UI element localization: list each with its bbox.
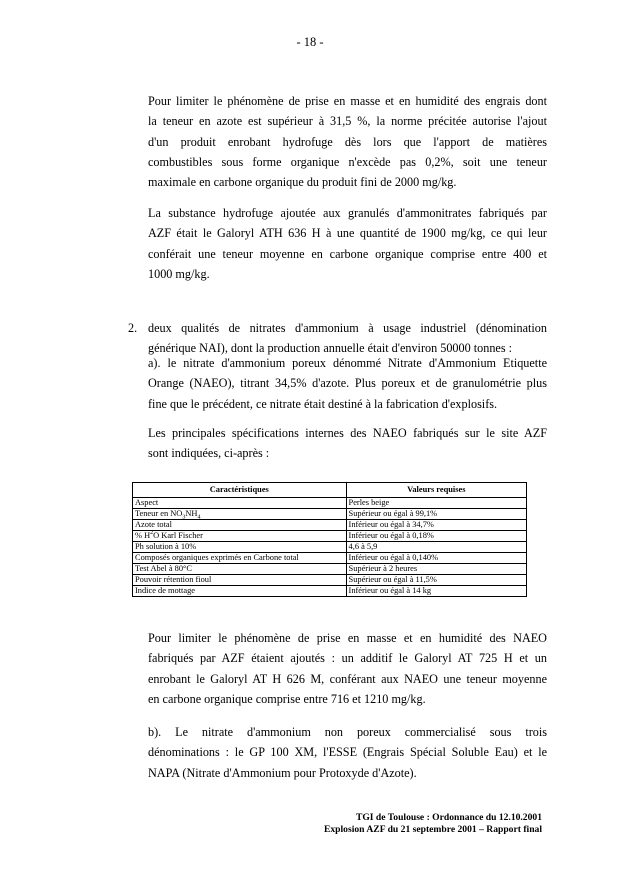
paragraph-norme (148, 91, 547, 192)
text-line: deux qualités de nitrates d'ammonium à usage industriel (dénomination (148, 321, 547, 335)
table-header: Caractéristiques (133, 483, 347, 498)
text-line: conférait une teneur moyenne en carbone organique comprise entre 400 et (148, 246, 547, 261)
table-cell: Inférieur ou égal à 0,18% (346, 531, 526, 542)
text-line: fabriqués par AZF étaient ajoutés : un additif le Galoryl AT 725 H et un (148, 651, 547, 666)
table-row (133, 498, 527, 509)
table-cell: Ph solution à 10% (133, 542, 347, 553)
text-line: en carbone organique comprise entre 716 et 1210 mg/kg. (148, 691, 426, 706)
table-cell: Indice de mottage (133, 586, 347, 597)
table-row (133, 564, 527, 575)
page-footer (182, 812, 542, 836)
text-line: La substance hydrofuge ajoutée aux granulés d'ammonitrates fabriqués par (148, 206, 547, 220)
paragraph-naeo (148, 353, 547, 414)
table-cell: Perles beige (346, 498, 526, 509)
text-line: Les principales spécifications internes des NAEO fabriqués sur le site AZF (148, 426, 547, 440)
table-row (133, 586, 527, 597)
table-cell: Composés organiques exprimés en Carbone total (133, 553, 347, 564)
paragraph-non-poreux (148, 722, 547, 783)
footer-line: Explosion AZF du 21 septembre 2001 – Rapport final (323, 824, 542, 835)
text-line: sont indiquées, ci-après : (148, 446, 270, 461)
table-cell: 4,6 à 5,9 (346, 542, 526, 553)
table-header: Valeurs requises (346, 483, 526, 498)
text-line: dénominations : le GP 100 XM, l'ESSE (Engrais Spécial Soluble Eau) et le (148, 745, 547, 760)
text-line: enrobant le Galoryl AT H 626 M, conférant aux NAEO une teneur moyenne (148, 671, 547, 686)
table-header-row (133, 483, 527, 498)
table-cell: Azote total (133, 520, 347, 531)
text-line: combustibles sous forme organique n'excède pas 0,2%, soit une teneur (148, 154, 547, 169)
table-cell: % $H^2O$ Karl Fischer (133, 531, 347, 542)
footer-line: TGI de Toulouse : Ordonnance du 12.10.2001 (355, 812, 542, 823)
table-cell: Inférieur ou égal à 34,7% (346, 520, 526, 531)
table-cell: Inférieur ou égal à 0,140% (346, 553, 526, 564)
table-row (133, 553, 527, 564)
table-row (133, 520, 527, 531)
paragraph-galoryl (148, 203, 547, 284)
text-line: 1000 mg/kg. (148, 266, 210, 281)
table-row (133, 542, 527, 553)
table-row (133, 575, 527, 586)
table-cell: Test Abel à 80°C (133, 564, 347, 575)
paragraph-naeo-additifs (148, 628, 547, 709)
text-line: a). le nitrate d'ammonium poreux dénommé Nitrate d'Ammonium Etiquette (148, 356, 547, 370)
table-row (133, 531, 527, 542)
text-line: Orange (NAEO), titrant 34,5% d'azote. Plus poreux et de granulométrie plus (148, 376, 547, 391)
table-row (133, 509, 527, 520)
table-cell: Supérieur ou égal à 99,1% (346, 509, 526, 520)
table-cell: Pouvoir rétention fioul (133, 575, 347, 586)
text-line: Pour limiter le phénomène de prise en masse et en humidité des engrais dont (148, 94, 547, 108)
table-cell: Teneur en $NO_3NH_4$ (133, 509, 347, 520)
text-line: NAPA (Nitrate d'Ammonium pour Protoxyde d'Azote). (148, 765, 417, 780)
table-cell: Supérieur à 2 heures (346, 564, 526, 575)
page-number: - 18 - (296, 35, 324, 49)
text-line: AZF était le Galoryl ATH 636 H à une quantité de 1900 mg/kg, ce qui leur (148, 226, 547, 241)
paragraph-specifications-intro (148, 423, 547, 464)
table-cell: Supérieur ou égal à 11,5% (346, 575, 526, 586)
table-cell: Aspect (133, 498, 347, 509)
text-line: b). Le nitrate d'ammonium non poreux commercialisé sous trois (148, 725, 547, 739)
text-line: d'un produit enrobant hydrofuge dès lors que l'apport de matières (148, 134, 547, 149)
table-cell: Inférieur ou égal à 14 kg (346, 586, 526, 597)
text-line: fine que le précédent, ce nitrate était destiné à la fabrication d'explosifs. (148, 396, 498, 411)
text-line: générique NAI), dont la production annuelle était d'environ 50000 tonnes : (148, 341, 513, 356)
list-number: 2. (128, 321, 138, 335)
text-line: la teneur en azote est supérieur à 31,5 %, la norme précitée autorise l'ajout (148, 114, 547, 129)
specifications-table (132, 482, 527, 597)
text-line: Pour limiter le phénomène de prise en masse et en humidité des NAEO (148, 631, 547, 645)
text-line: maximale en carbone organique du produit fini de 2000 mg/kg. (148, 175, 457, 190)
